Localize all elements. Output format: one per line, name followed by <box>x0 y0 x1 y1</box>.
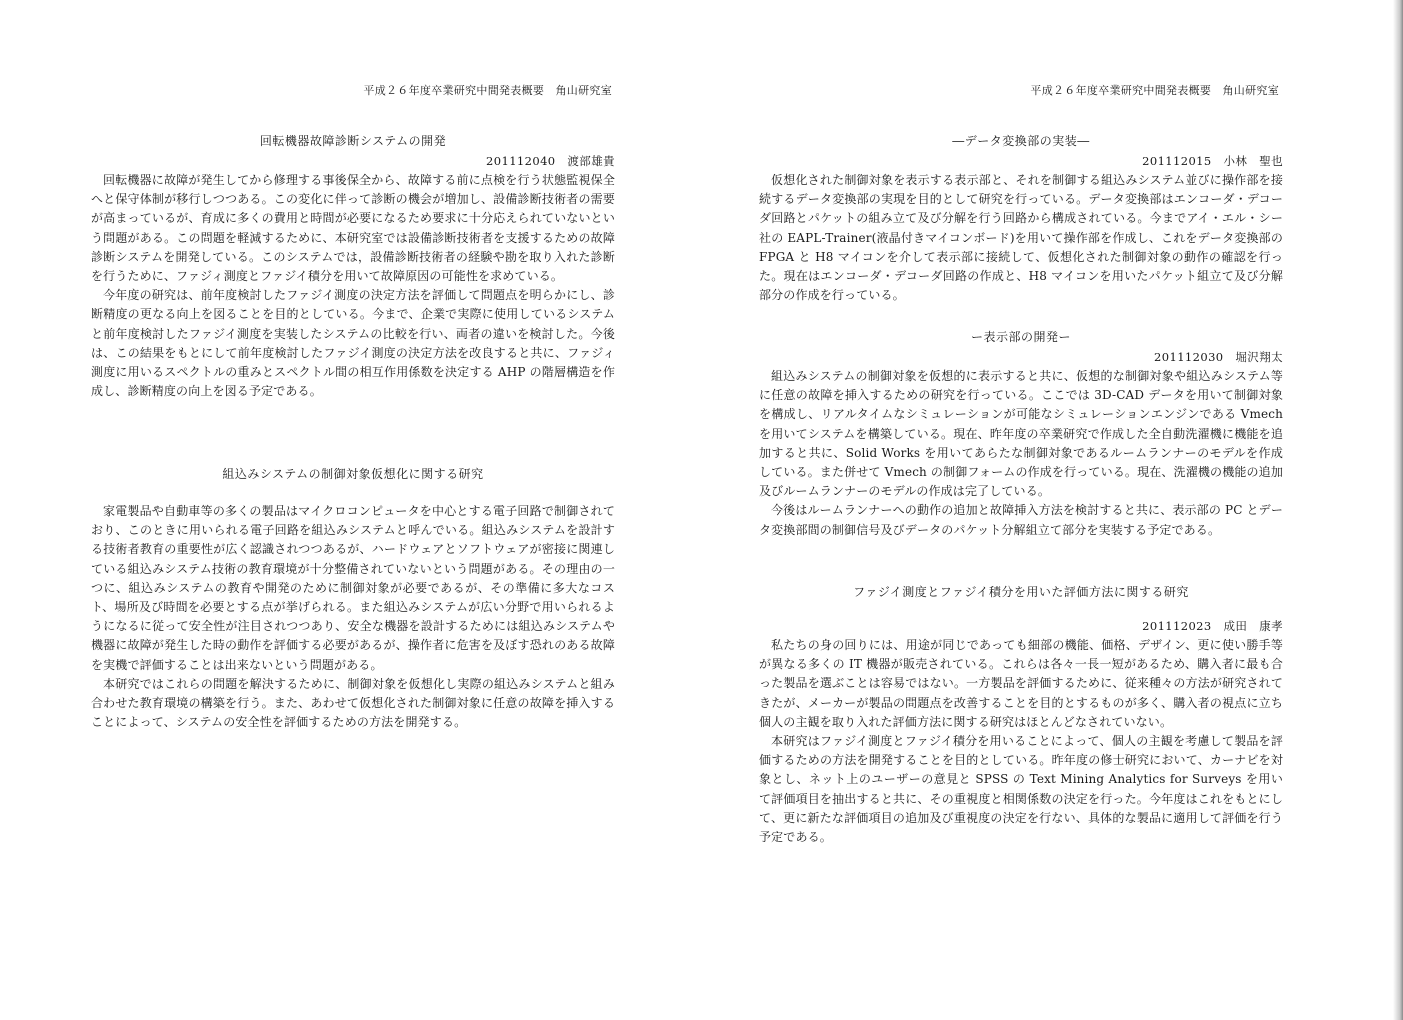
page-header: 平成２６年度卒業研究中間発表概要 角山研究室 <box>363 84 612 97</box>
section-author: 201112023 成田 康孝 <box>1142 619 1283 633</box>
section-author: 201112015 小林 聖也 <box>1142 154 1283 168</box>
section-display-development <box>759 327 1283 540</box>
section-fuzzy-evaluation <box>759 582 1283 847</box>
section-rotating-machine <box>91 131 615 401</box>
paragraph: 本研究はファジイ測度とファジイ積分を用いることによって、個人の主観を考慮して製品を評価するための方法を開発することを目的としている。昨年度の修士研究において、カーナビを対象とし、ネット上のユーザーの意見と SPSS の Text Mining Analytics for Surveys を用いて評価項目を抽出すると共に、その重視度と相関係数の決定を行った。今年度はこれをもとにして、更に新たな評価項目の追加及び重視度の決定を行ない、具体的な製品に適用して評価を行う予定である。 <box>759 734 1283 845</box>
section-title: ー表示部の開発ー <box>970 330 1071 344</box>
right-page <box>703 0 1403 1020</box>
section-author: 201112030 堀沢翔太 <box>1154 350 1283 364</box>
paragraph: 私たちの身の回りには、用途が同じであっても細部の機能、価格、デザイン、更に使い勝手等が異なる多くの IT 機器が販売されている。これらは各々一長一短があるため、購入者に最も合った製品を選ぶことは容易ではない。一方製品を評価するために、従来種々の方法が研究されてきたが、メーカーが製品の問題点を改善することを目的とするものが多く、購入者の視点に立ち個人の主観を取り入れた評価方法に関する研究はほとんどなされていない。 <box>759 638 1283 729</box>
page-header: 平成２６年度卒業研究中間発表概要 角山研究室 <box>1030 84 1279 97</box>
paragraph: 組込みシステムの制御対象を仮想的に表示すると共に、仮想的な制御対象や組込みシステム等に任意の故障を挿入するための研究を行っている。ここでは 3D-CAD データを用いて制御対象を構成し、リアルタイムなシミュレーションが可能なシミュレーションエンジンである Vmech を用いてシステムを構築している。現在、昨年度の卒業研究で作成した全自動洗濯機に機能を追加すると共に、Solid Works を用いてあらたな制御対象であるルームランナーのモデルを作成している。また併せて Vmech の制御フォームの作成を行っている。現在、洗濯機の機能の追加及びルームランナーのモデルの作成は完了している。 <box>759 369 1283 499</box>
section-title: 組込みシステムの制御対象仮想化に関する研究 <box>222 467 484 481</box>
section-author: 201112040 渡部雄貴 <box>486 154 615 168</box>
paragraph: 本研究ではこれらの問題を解決するために、制御対象を仮想化し実際の組込みシステムと組み合わせた教育環境の構築を行う。また、あわせて仮想化された制御対象に任意の故障を挿入することによって、システムの安全性を評価するための方法を開発する。 <box>91 676 615 730</box>
section-title: ―データ変換部の実装― <box>952 134 1090 148</box>
paragraph: 回転機器に故障が発生してから修理する事後保全から、故障する前に点検を行う状態監視保全へと保守体制が移行しつつある。この変化に伴って診断の機会が増加し、設備診断技術者の需要が高まっているが、育成に多くの費用と時間が必要になるため要求に十分応えられていないという問題がある。この問題を軽減するために、本研究室では設備診断技術者を支援するための故障診断システムを開発している。このシステムでは，設備診断技術者の経験や勘を取り入れた診断を行うために、ファジィ測度とファジイ積分を用いて故障原因の可能性を求めている。 <box>91 173 615 284</box>
section-title: ファジイ測度とファジイ積分を用いた評価方法に関する研究 <box>853 585 1189 599</box>
page-edge-shadow <box>1393 0 1403 1020</box>
paragraph: 今後はルームランナーへの動作の追加と故障挿入方法を検討すると共に、表示部の PC とデータ変換部間の制御信号及びデータのパケット分解組立て部分を実装する予定である。 <box>759 503 1283 537</box>
paragraph: 今年度の研究は、前年度検討したファジイ測度の決定方法を評価して問題点を明らかにし、診断精度の更なる向上を図ることを目的としている。今まで、企業で実際に使用しているシステムと前年度検討したファジイ測度を実装したシステムの比較を行い、両者の違いを検討した。今後は、この結果をもとにして前年度検討したファジイ測度の決定方法を改良すると共に、ファジィ測度に用いるスペクトルの重みとスペクトル間の相互作用係数を決定する AHP の階層構造を作成し、診断精度の向上を図る予定である。 <box>91 288 615 399</box>
section-data-conversion <box>759 131 1283 305</box>
left-page <box>0 0 700 1020</box>
paragraph: 仮想化された制御対象を表示する表示部と、それを制御する組込みシステム並びに操作部を接続するデータ変換部の実現を目的として研究を行っている。データ変換部はエンコーダ・デコーダ回路とパケットの組み立て及び分解を行う回路から構成されている。今までアイ・エル・シー社の EAPL-Trainer(液晶付きマイコンボード)を用いて操作部を作成し、これをデータ変換部の FPGA と H8 マイコンを介して表示部に接続して、仮想化された制御対象の動作の確認を行った。現在はエンコーダ・デコーダ回路の作成と、H8 マイコンを用いたパケット組立て及び分解部分の作成を行っている。 <box>759 173 1283 303</box>
section-title: 回転機器故障診断システムの開発 <box>259 134 447 148</box>
section-embedded-virtualization <box>91 464 615 732</box>
paragraph: 家電製品や自動車等の多くの製品はマイクロコンピュータを中心とする電子回路で制御されており、このときに用いられる電子回路を組込みシステムと呼んでいる。組込みシステムを設計する技術者教育の重要性が広く認識されつつあるが、ハードウェアとソフトウェアが密接に関連している組込みシステム技術の教育環境が十分整備されていないという問題がある。その理由の一つに、組込みシステムの教育や開発のために制御対象が必要であるが、その準備に多大なコスト、場所及び時間を必要とする点が挙げられる。また組込みシステムが広い分野で用いられるようになるに従って安全性が注目されつつあり、安全な機器を設計するためには組込みシステムや機器に故障が発生した時の動作を評価する必要があるが、操作者に危害を及ぼす恐れのある故障を実機で評価することは出来ないという問題がある。 <box>91 504 615 672</box>
